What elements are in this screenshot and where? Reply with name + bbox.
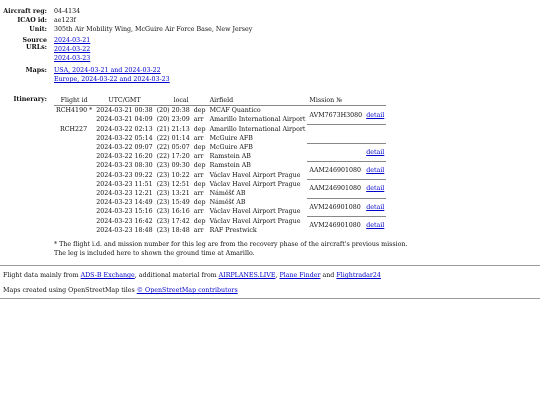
footnote-line-1: * The flight i.d. and mission number for this leg are from the recovery phase of the aircraft's previous mission. [54,241,408,248]
local-cell: (22) 17:20 [156,153,190,161]
airfield-cell: Ramstein AB [209,153,251,161]
dir-cell: arr [193,226,204,234]
plane-finder-link[interactable]: Plane Finder [279,272,321,279]
flight-id-cell [54,161,94,170]
dir-cell: dep [193,162,206,170]
local-cell: (20) 20:38 [156,107,190,115]
local-cell: (23) 13:21 [156,190,190,198]
utc-cell: 2024-03-23 14:49 [96,199,153,207]
utc-cell: 2024-03-22 05:14 [96,134,153,142]
credits-and: and [322,272,335,279]
flight-id-cell [54,189,94,198]
table-row [54,161,386,170]
table-row [54,198,386,207]
flightradar24-link[interactable]: Flightradar24 [336,272,381,279]
detail-link[interactable]: detail [366,203,385,211]
source-url-link[interactable]: 2024-03-21 [54,37,91,44]
flight-id-cell [54,152,94,161]
airfield-cell: Ramstein AB [209,162,251,170]
dir-cell: dep [193,180,206,188]
credits-prefix: Flight data mainly from [3,272,79,279]
unit-label: Unit: [29,26,47,33]
utc-cell: 2024-03-23 12:21 [96,190,153,198]
utc-cell: 2024-03-23 11:51 [96,180,153,188]
credits-mid: , additional material from [134,272,217,279]
airfield-cell: Náměšť AB [209,199,246,207]
detail-link[interactable]: detail [366,222,385,230]
col-header-local: local [155,96,208,106]
local-cell: (22) 01:14 [156,134,190,142]
detail-link[interactable]: detail [366,167,385,175]
source-url-link[interactable]: 2024-03-23 [54,55,91,62]
airfield-cell: Václav Havel Airport Prague [209,217,301,225]
airfield-cell: Náměšť AB [209,190,246,198]
mission-cell [307,143,364,161]
mission-cell: AVM246901080 [307,217,364,235]
local-cell: (21) 21:13 [156,125,190,133]
airfield-cell: Amarillo International Airport [209,116,306,124]
airfield-cell: Václav Havel Airport Prague [209,208,301,216]
dir-cell: dep [193,217,206,225]
itinerary-table [54,96,386,235]
detail-link[interactable]: detail [366,148,385,156]
dir-cell: dep [193,199,206,207]
flight-id-cell: RCH4190 * [56,107,93,115]
detail-link[interactable]: detail [366,111,385,119]
icao-id-value: ae123f [54,17,76,24]
dir-cell: arr [193,134,204,142]
utc-cell: 2024-03-22 16:20 [96,153,153,161]
mission-cell [307,125,364,143]
utc-cell: 2024-03-23 18:48 [96,226,153,234]
flight-id-cell: RCH227 [60,125,88,133]
utc-cell: 2024-03-23 15:16 [96,208,153,216]
icao-id-label: ICAO id: [17,17,47,24]
detail-link[interactable]: detail [366,185,385,193]
flight-id-cell [54,171,94,180]
utc-cell: 2024-03-22 02:13 [96,125,153,133]
source-url-link[interactable]: 2024-03-22 [54,46,91,53]
flight-id-cell [54,143,94,152]
mission-cell: AVM7673H3080 [309,111,363,119]
table-row [54,143,386,152]
local-cell: (22) 05:07 [156,144,190,152]
local-cell: (23) 09:30 [156,162,190,170]
local-cell: (23) 10:22 [156,171,190,179]
aircraft-reg-value: 04-4134 [54,8,81,15]
map-link-usa[interactable]: USA, 2024-03-21 and 2024-03-22 [54,67,161,74]
source-urls-label: Source URLs: [22,37,47,51]
airfield-cell: MCAF Quantico [209,107,261,115]
col-header-flight-id: Flight id [54,96,94,106]
detail-cell-empty [364,125,386,143]
unit-value: 305th Air Mobility Wing, McGuire Air Force Base, New Jersey [54,26,253,33]
table-row [54,106,386,116]
table-row [54,180,386,189]
footnote-line-2: The leg is included here to shown the ground time at Amarillo. [54,250,255,257]
col-header-mission: Mission № [307,96,386,106]
credits-comma: , [275,272,278,279]
maps-label: Maps: [25,67,47,74]
utc-cell: 2024-03-23 16:42 [96,217,153,225]
dir-cell: dep [193,125,206,133]
table-row [54,125,386,134]
utc-cell: 2024-03-21 04:09 [96,116,153,124]
airfield-cell: Amarillo International Airport [209,125,306,133]
utc-cell: 2024-03-23 09:22 [96,171,153,179]
utc-cell: 2024-03-23 08:30 [96,162,153,170]
flight-id-cell [54,180,94,189]
dir-cell: arr [193,208,204,216]
dir-cell: arr [193,153,204,161]
flight-id-cell [54,198,94,207]
local-cell: (23) 16:16 [156,208,190,216]
airfield-cell: RAF Prestwick [209,226,257,234]
maps-credit-line [3,287,238,294]
flight-id-cell [54,207,94,216]
airfield-cell: Václav Havel Airport Prague [209,180,301,188]
table-row [54,217,386,226]
local-cell: (23) 12:51 [156,180,190,188]
flight-id-cell [54,226,94,235]
col-header-utc: UTC/GMT [94,96,154,106]
osm-contributors-link[interactable]: © OpenStreetMap contributors [136,287,238,294]
map-link-europe[interactable]: Europe, 2024-03-22 and 2024-03-23 [54,76,170,83]
dir-cell: arr [193,116,204,124]
mission-cell: AAM246901080 [307,180,364,198]
dir-cell: arr [193,171,204,179]
itinerary-header-row [54,96,386,106]
credits-line [3,272,381,279]
maps-credit-prefix: Maps created using OpenStreetMap tiles [3,287,135,294]
itinerary-label: Itinerary: [13,96,47,103]
mission-cell: AVM246901080 [307,198,364,216]
separator-top [0,265,540,266]
utc-cell: 2024-03-22 09:07 [96,144,153,152]
local-cell: (20) 23:09 [156,116,190,124]
dir-cell: dep [193,144,206,152]
flight-id-cell [54,217,94,226]
utc-cell: 2024-03-21 00:38 [96,107,153,115]
dir-cell: arr [193,190,204,198]
airfield-cell: Václav Havel Airport Prague [209,171,301,179]
col-header-airfield: Airfield [208,96,308,106]
local-cell: (23) 15:49 [156,199,190,207]
local-cell: (23) 18:48 [156,226,190,234]
airfield-cell: McGuire AFB [209,144,253,152]
airfield-cell: McGuire AFB [209,134,253,142]
flight-id-cell [54,134,94,143]
separator-bottom [0,298,540,299]
aircraft-reg-label: Aircraft reg: [3,8,47,15]
airplanes-live-link[interactable]: AIRPLANES.LIVE [218,272,276,279]
dir-cell: dep [193,107,206,115]
adsb-exchange-link[interactable]: ADS-B Exchange [80,272,135,279]
flight-id-cell [54,115,94,124]
local-cell: (23) 17:42 [156,217,190,225]
mission-cell: AAM246901080 [307,161,364,179]
